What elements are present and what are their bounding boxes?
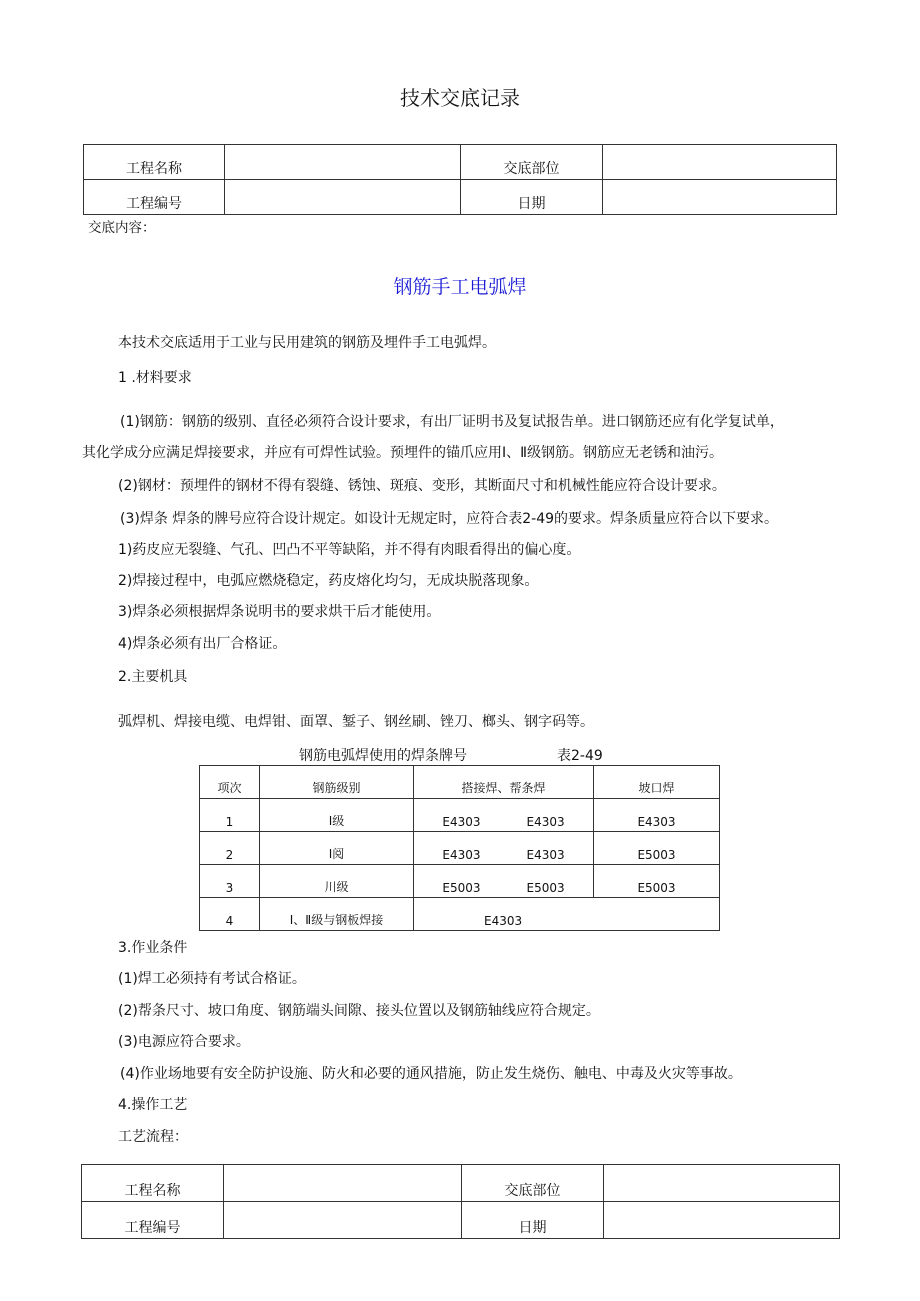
process-flow-label: 工艺流程： bbox=[118, 1129, 188, 1145]
header-cell: 项次 bbox=[200, 766, 260, 799]
lap-weld-value: E5003 bbox=[442, 881, 481, 895]
header-info-table-top bbox=[83, 144, 837, 215]
electrode-table bbox=[199, 765, 720, 931]
row-lap-cell bbox=[414, 832, 594, 865]
handover-part-value[interactable] bbox=[604, 1165, 840, 1202]
lap-weld-value: E4303 bbox=[442, 815, 481, 829]
header-info-table-bottom bbox=[81, 1164, 840, 1239]
project-no-label: 工程编号 bbox=[82, 1202, 224, 1239]
project-no-label: 工程编号 bbox=[84, 180, 225, 215]
row-grade: Ⅰ级 bbox=[260, 799, 414, 832]
row-lap-cell bbox=[414, 865, 594, 898]
table-header-row bbox=[200, 766, 720, 799]
row-lap-cell bbox=[414, 799, 594, 832]
date-label: 日期 bbox=[462, 1202, 604, 1239]
content-label: 交底内容： bbox=[88, 220, 156, 236]
date-value[interactable] bbox=[604, 1202, 840, 1239]
intro-paragraph: 本技术交底适用于工业与民用建筑的钢筋及埋件手工电弧焊。 bbox=[118, 335, 496, 351]
row-no: 2 bbox=[200, 832, 260, 865]
lap-weld-value: E4303 bbox=[442, 848, 481, 862]
sec1-item-1: 1)药皮应无裂缝、气孔、凹凸不平等缺陷，并不得有肉眼看得出的偏心度。 bbox=[118, 542, 581, 558]
sec1-paragraph-1-line1: (1)钢筋：钢筋的级别、直径必须符合设计要求，有出厂证明书及复试报告单。进口钢筋还应有化学复试单， bbox=[120, 414, 784, 430]
row-no: 4 bbox=[200, 898, 260, 931]
strap-weld-value: E5003 bbox=[526, 881, 565, 895]
project-name-value[interactable] bbox=[224, 1165, 462, 1202]
sec3-item-1: (1)焊工必须持有考试合格证。 bbox=[118, 971, 306, 987]
sec1-item-3: 3)焊条必须根据焊条说明书的要求烘干后才能使用。 bbox=[118, 604, 441, 620]
section-4-heading: 4.操作工艺 bbox=[118, 1097, 188, 1113]
section-3-heading: 3.作业条件 bbox=[118, 940, 188, 956]
table-number: 表2-49 bbox=[557, 748, 603, 764]
sec3-item-2: (2)帮条尺寸、坡口角度、钢筋端头间隙、接头位置以及钢筋轴线应符合规定。 bbox=[118, 1003, 600, 1019]
sec1-item-4: 4)焊条必须有出厂合格证。 bbox=[118, 636, 287, 652]
strap-weld-value: E4303 bbox=[526, 848, 565, 862]
handover-part-label: 交底部位 bbox=[461, 145, 603, 180]
row-groove: E5003 bbox=[594, 832, 720, 865]
row-no: 3 bbox=[200, 865, 260, 898]
row-groove: E4303 bbox=[594, 799, 720, 832]
section-2-heading: 2.主要机具 bbox=[118, 669, 188, 685]
sec3-item-3: (3)电源应符合要求。 bbox=[118, 1034, 250, 1050]
sec3-item-4: (4)作业场地要有安全防护设施、防火和必要的通风措施，防止发生烧伤、触电、中毒及火灾等事故。 bbox=[120, 1066, 742, 1082]
row-grade: 川级 bbox=[260, 865, 414, 898]
section-1-heading: 1 .材料要求 bbox=[118, 370, 192, 386]
table-row bbox=[200, 865, 720, 898]
date-label: 日期 bbox=[461, 180, 603, 215]
sec2-tools-text: 弧焊机、焊接电缆、电焊钳、面罩、錾子、钢丝刷、锉刀、榔头、钢字码等。 bbox=[118, 714, 594, 730]
row-no: 1 bbox=[200, 799, 260, 832]
project-no-value[interactable] bbox=[225, 180, 461, 215]
document-title: 技术交底记录 bbox=[400, 86, 520, 110]
table-row bbox=[200, 832, 720, 865]
sec1-paragraph-2: (2)钢材：预埋件的钢材不得有裂缝、锈蚀、斑痕、变形，其断面尺寸和机械性能应符合设计要求。 bbox=[118, 478, 726, 494]
row-grade: Ⅰ、Ⅱ级与钢板焊接 bbox=[260, 898, 414, 931]
project-no-value[interactable] bbox=[224, 1202, 462, 1239]
table-row bbox=[200, 898, 720, 931]
row-grade: Ⅰ阅 bbox=[260, 832, 414, 865]
table-caption: 钢筋电弧焊使用的焊条牌号 bbox=[299, 748, 467, 764]
sec1-item-2: 2)焊接过程中，电弧应燃烧稳定，药皮熔化均匀，无成块脱落现象。 bbox=[118, 573, 539, 589]
section-subtitle: 钢筋手工电弧焊 bbox=[393, 276, 527, 298]
project-name-label: 工程名称 bbox=[82, 1165, 224, 1202]
project-name-value[interactable] bbox=[225, 145, 461, 180]
header-cell: 钢筋级别 bbox=[260, 766, 414, 799]
header-cell: 搭接焊、帮条焊 bbox=[414, 766, 594, 799]
handover-part-label: 交底部位 bbox=[462, 1165, 604, 1202]
project-name-label: 工程名称 bbox=[84, 145, 225, 180]
table-row bbox=[200, 799, 720, 832]
strap-weld-value: E4303 bbox=[526, 815, 565, 829]
handover-part-value[interactable] bbox=[603, 145, 837, 180]
row-merged-value: E4303 bbox=[414, 898, 720, 931]
header-cell: 坡口焊 bbox=[594, 766, 720, 799]
sec1-paragraph-1-line2: 其化学成分应满足焊接要求，并应有可焊性试验。预埋件的锚爪应用Ⅰ、Ⅱ级钢筋。钢筋应无老锈和油污。 bbox=[82, 445, 724, 461]
date-value[interactable] bbox=[603, 180, 837, 215]
row-groove: E5003 bbox=[594, 865, 720, 898]
sec1-paragraph-3: (3)焊条 焊条的牌号应符合设计规定。如设计无规定时，应符合表2-49的要求。焊条质量应符合以下要求。 bbox=[120, 511, 779, 527]
